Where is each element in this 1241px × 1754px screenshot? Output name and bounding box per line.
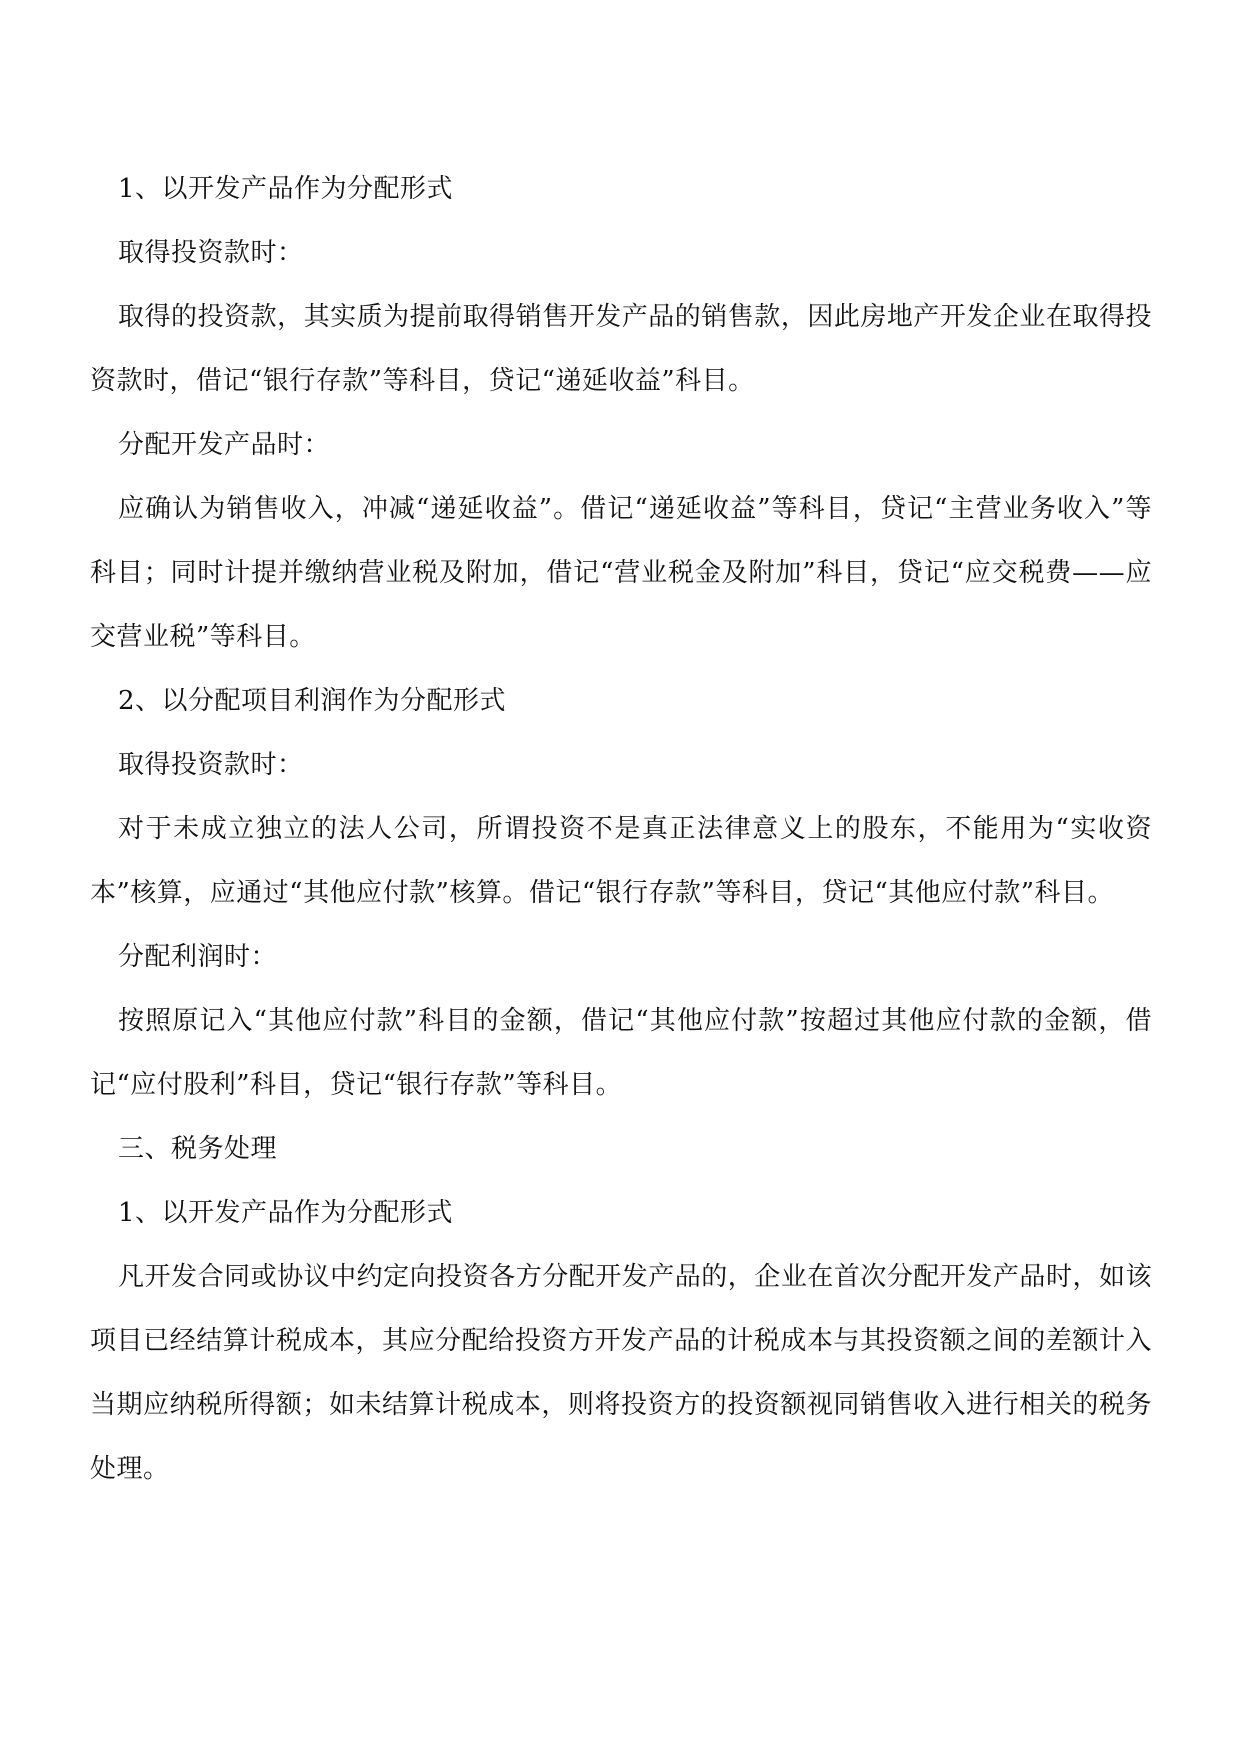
paragraph-subheading-distribute-products: 分配开发产品时： — [118, 430, 331, 460]
paragraph-subheading-receive-investment: 取得投资款时： — [118, 238, 304, 268]
paragraph-section-heading-2: 2、以分配项目利润作为分配形式 — [118, 686, 507, 716]
paragraph-tax-detail: 凡开发合同或协议中约定向投资各方分配开发产品的，企业在首次分配开发产品时，如该项目已经结算计税成本，其应分配给投资方开发产品的计税成本与其投资额之间的差额计入当期应纳税所得额；如未结算计税成本，则将投资方的投资额视同销售收入进行相关的税务处理。 — [90, 1262, 1152, 1484]
paragraph-tax-subheading-1: 1、以开发产品作为分配形式 — [118, 1198, 454, 1228]
paragraph-subheading-receive-investment-2: 取得投资款时： — [118, 750, 304, 780]
paragraph-receive-investment-detail: 取得的投资款，其实质为提前取得销售开发产品的销售款，因此房地产开发企业在取得投资款时，借记“银行存款”等科目，贷记“递延收益”科目。 — [90, 302, 1152, 396]
paragraph-subheading-distribute-profit: 分配利润时： — [118, 942, 278, 972]
paragraph-receive-investment-detail-2: 对于未成立独立的法人公司，所谓投资不是真正法律意义上的股东，不能用为“实收资本”核算，应通过“其他应付款”核算。借记“银行存款”等科目，贷记“其他应付款”科目。 — [90, 814, 1152, 908]
paragraph-section-heading-tax: 三、税务处理 — [118, 1134, 278, 1164]
document-body — [90, 157, 1152, 1501]
paragraph-distribute-products-detail: 应确认为销售收入，冲减“递延收益”。借记“递延收益”等科目，贷记“主营业务收入”等科目；同时计提并缴纳营业税及附加，借记“营业税金及附加”科目，贷记“应交税费——应交营业税”等科目。 — [90, 494, 1152, 652]
paragraph-section-heading-1: 1、以开发产品作为分配形式 — [118, 174, 454, 204]
paragraph-distribute-profit-detail: 按照原记入“其他应付款”科目的金额，借记“其他应付款”按超过其他应付款的金额，借记“应付股利”科目，贷记“银行存款”等科目。 — [90, 1006, 1152, 1100]
